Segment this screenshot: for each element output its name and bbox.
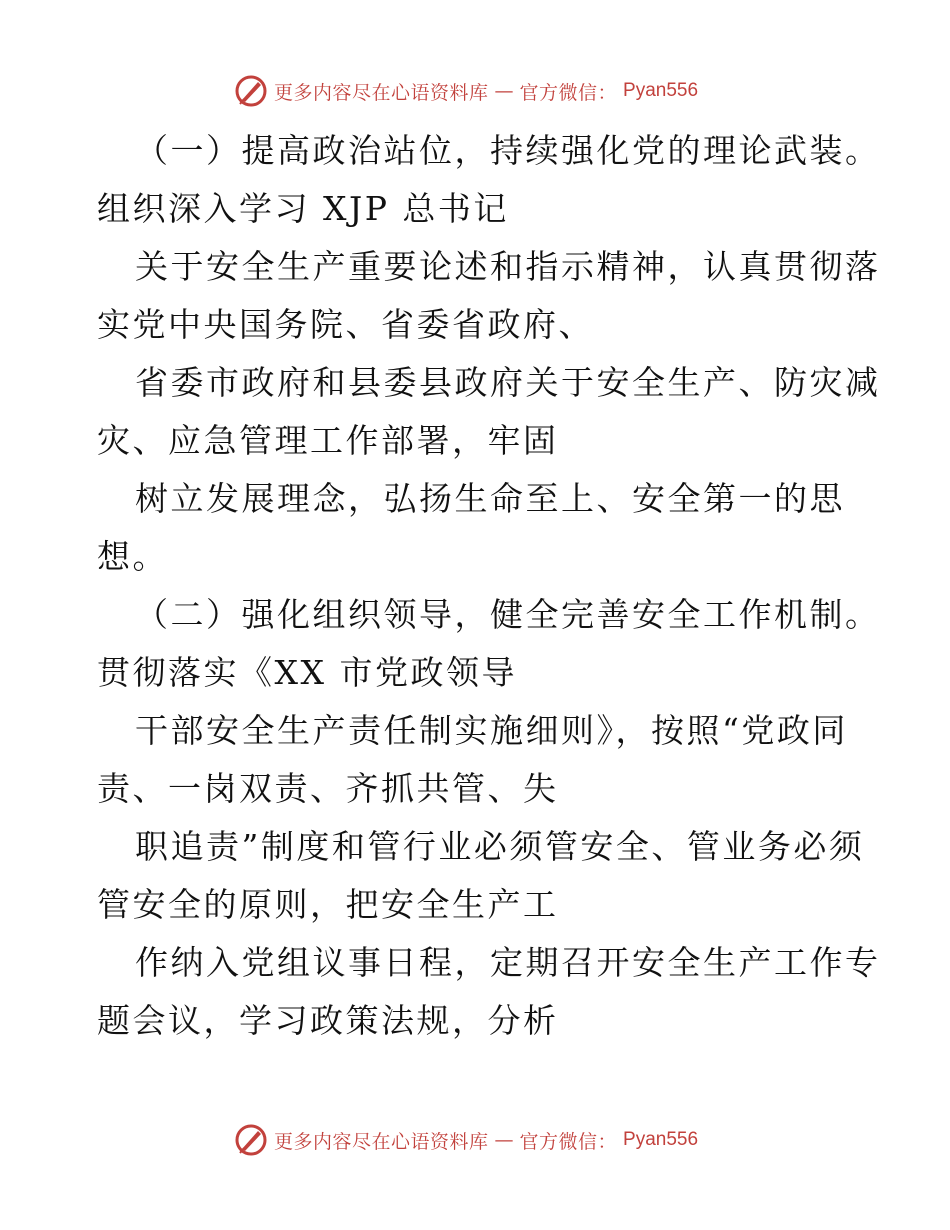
watermark-dash: — <box>494 1129 514 1151</box>
document-body <box>97 122 881 1050</box>
paragraph-line: 关于安全生产重要论述和指示精神，认真贯彻落 <box>135 247 881 286</box>
watermark-wechat-label: 官方微信： <box>519 81 618 104</box>
watermark-wechat-label: 官方微信： <box>519 1130 618 1153</box>
watermark-brand-text: 更多内容尽在心语资料库 <box>274 81 489 104</box>
paragraph-line: 贯彻落实《XX 市党政领导 <box>97 653 517 692</box>
watermark-wechat-id: Pyan556 <box>623 1129 699 1150</box>
paragraph-line: 树立发展理念，弘扬生命至上、安全第一的思 <box>135 479 845 518</box>
paragraph-line: 想。 <box>97 537 168 576</box>
paragraph-line: （一）提高政治站位，持续强化党的理论武装。 <box>135 131 881 170</box>
paragraph-line: 管安全的原则，把安全生产工 <box>97 885 559 924</box>
paragraph-line: 组织深入学习 XJP 总书记 <box>97 189 509 228</box>
paragraph-line: 干部安全生产责任制实施细则》，按照“党政同 <box>135 711 848 750</box>
paragraph-line: （二）强化组织领导，健全完善安全工作机制。 <box>135 595 881 634</box>
quill-seal-icon <box>234 1123 268 1157</box>
watermark-footer <box>234 1122 698 1158</box>
watermark-dash: — <box>494 80 514 102</box>
paragraph-line: 题会议，学习政策法规，分析 <box>97 1001 559 1040</box>
paragraph-line: 责、一岗双责、齐抓共管、失 <box>97 769 559 808</box>
paragraph-line: 灾、应急管理工作部署，牢固 <box>97 421 559 460</box>
paragraph-line: 作纳入党组议事日程，定期召开安全生产工作专 <box>135 943 881 982</box>
watermark-wechat-id: Pyan556 <box>623 80 699 101</box>
watermark-brand-text: 更多内容尽在心语资料库 <box>274 1130 489 1153</box>
paragraph-line: 实党中央国务院、省委省政府、 <box>97 305 594 344</box>
watermark-header <box>234 73 698 109</box>
paragraph-line: 职追责”制度和管行业必须管安全、管业务必须 <box>135 827 865 866</box>
quill-seal-icon <box>234 74 268 108</box>
paragraph-line: 省委市政府和县委县政府关于安全生产、防灾减 <box>135 363 881 402</box>
